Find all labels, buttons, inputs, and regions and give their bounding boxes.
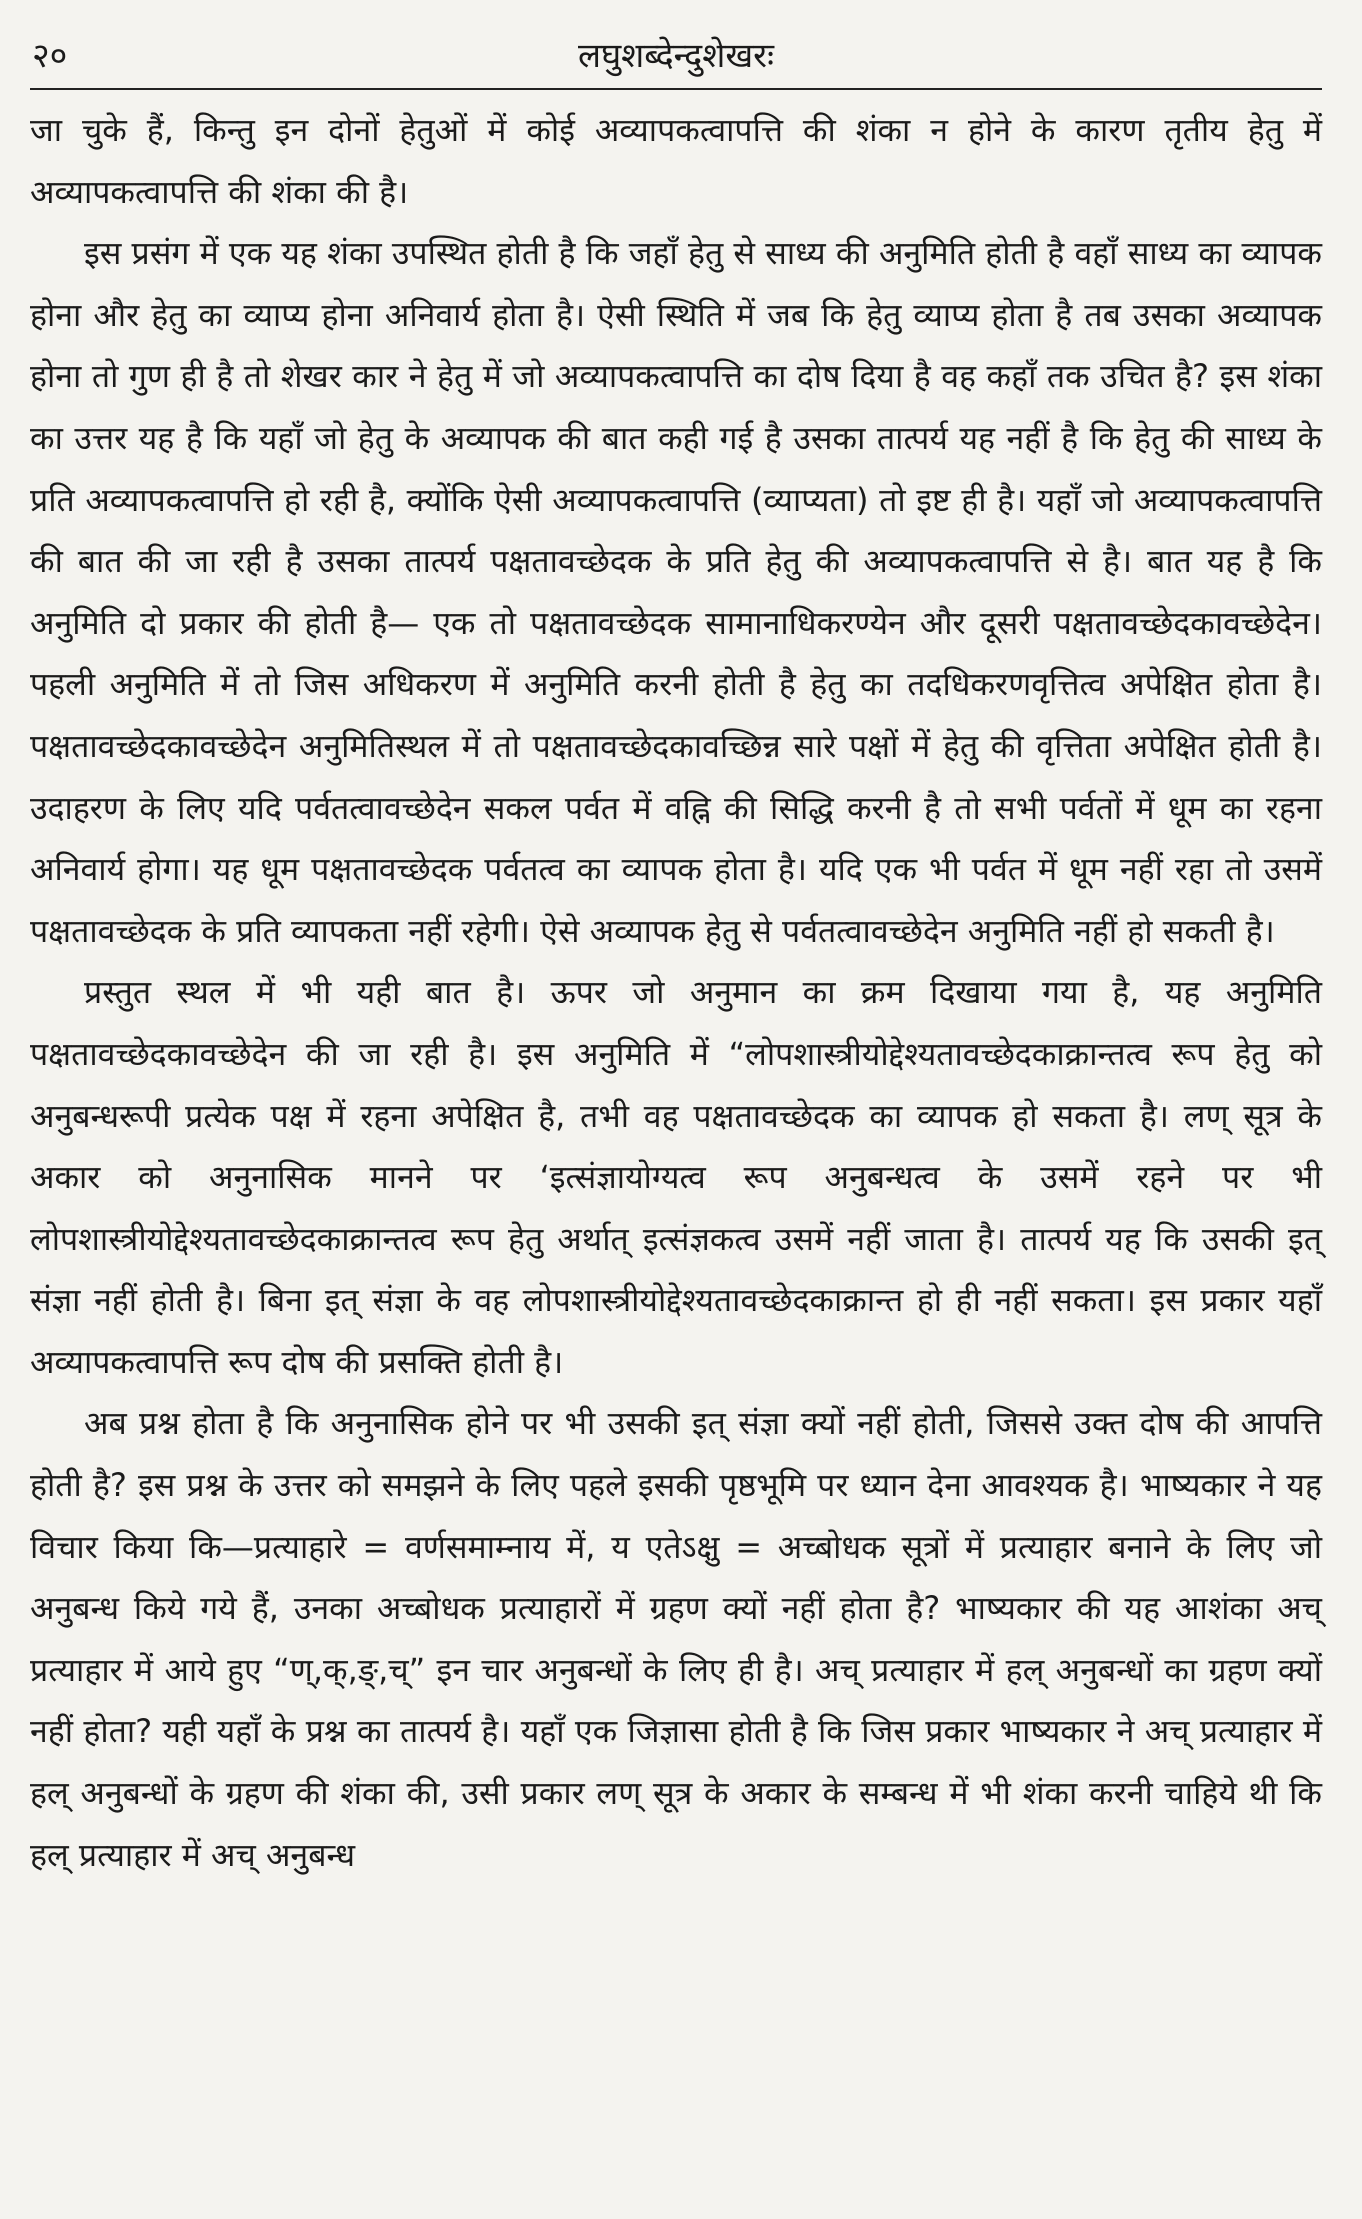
header-rule (30, 88, 1322, 90)
book-title: लघुशब्देन्दुशेखरः (578, 36, 774, 76)
running-head (30, 28, 1322, 84)
body-text (30, 100, 1322, 1886)
paragraph-1: जा चुके हैं, किन्तु इन दोनों हेतुओं में कोई अव्यापकत्वापत्ति की शंका न होने के कारण तृतीय हेतु में अव्यापकत्वापत्ति की शंका की है। (30, 111, 1322, 211)
paragraph-2: इस प्रसंग में एक यह शंका उपस्थित होती है कि जहाँ हेतु से साध्य की अनुमिति होती है वहाँ साध्य का व्यापक होना और हेतु का व्याप्य होना अनिवार्य होता है। ऐसी स्थिति में जब कि हेतु व्याप्य होता है तब उसका अव्यापक होना तो गुण ही है तो शेखर कार ने हेतु में जो अव्यापकत्वापत्ति का दोष दिया है वह कहाँ तक उचित है? इस शंका का उत्तर यह है कि यहाँ जो हेतु के अव्यापक की बात कही गई है उसका तात्पर्य यह नहीं है कि हेतु की साध्य के प्रति अव्यापकत्वापत्ति हो रही है, क्योंकि ऐसी अव्यापकत्वापत्ति (व्याप्यता) तो इष्ट ही है। यहाँ जो अव्यापकत्वापत्ति की बात की जा रही है उसका तात्पर्य पक्षतावच्छेदक के प्रति हेतु की अव्यापकत्वापत्ति से है। बात यह है कि अनुमिति दो प्रकार की होती है— एक तो पक्षतावच्छेदक सामानाधिकरण्येन और दूसरी पक्षतावच्छेदकावच्छेदेन। पहली अनुमिति में तो जिस अधिकरण में अनुमिति करनी होती है हेतु का तदधिकरणवृत्तित्व अपेक्षित होता है। पक्षतावच्छेदकावच्छेदेन अनुमितिस्थल में तो पक्षतावच्छेदकावच्छिन्न सारे पक्षों में हेतु की वृत्तिता अपेक्षित होती है। उदाहरण के लिए यदि पर्वतत्वावच्छेदेन सकल पर्वत में वह्नि की सिद्धि करनी है तो सभी पर्वतों में धूम का रहना अनिवार्य होगा। यह धूम पक्षतावच्छेदक पर्वतत्व का व्यापक होता है। यदि एक भी पर्वत में धूम नहीं रहा तो उसमें पक्षतावच्छेदक के प्रति व्यापकता नहीं रहेगी। ऐसे अव्यापक हेतु से पर्वतत्वावच्छेदेन अनुमिति नहीं हो सकती है। (30, 234, 1322, 950)
page-number: २० (32, 36, 68, 76)
paragraph-4: अब प्रश्न होता है कि अनुनासिक होने पर भी उसकी इत् संज्ञा क्यों नहीं होती, जिससे उक्त दोष की आपत्ति होती है? इस प्रश्न के उत्तर को समझने के लिए पहले इसकी पृष्ठभूमि पर ध्यान देना आवश्यक है। भाष्यकार ने यह विचार किया कि—प्रत्याहारे = वर्णसमाम्नाय में, य एतेऽक्षु = अच्बोधक सूत्रों में प्रत्याहार बनाने के लिए जो अनुबन्ध किये गये हैं, उनका अच्बोधक प्रत्याहारों में ग्रहण क्यों नहीं होता है? भाष्यकार की यह आशंका अच् प्रत्याहार में आये हुए “ण्,क्,ङ्,च्” इन चार अनुबन्धों के लिए ही है। अच् प्रत्याहार में हल् अनुबन्धों का ग्रहण क्यों नहीं होता? यही यहाँ के प्रश्न का तात्पर्य है। यहाँ एक जिज्ञासा होती है कि जिस प्रकार भाष्यकार ने अच् प्रत्याहार में हल् अनुबन्धों के ग्रहण की शंका की, उसी प्रकार लण् सूत्र के अकार के सम्बन्ध में भी शंका करनी चाहिये थी कि हल् प्रत्याहार में अच् अनुबन्ध (30, 1404, 1322, 1874)
paragraph-3: प्रस्तुत स्थल में भी यही बात है। ऊपर जो अनुमान का क्रम दिखाया गया है, यह अनुमिति पक्षतावच्छेदकावच्छेदेन की जा रही है। इस अनुमिति में “लोपशास्त्रीयोद्देश्यतावच्छेदकाक्रान्तत्व रूप हेतु को अनुबन्धरूपी प्रत्येक पक्ष में रहना अपेक्षित है, तभी वह पक्षतावच्छेदक का व्यापक हो सकता है। लण् सूत्र के अकार को अनुनासिक मानने पर ‘इत्संज्ञायोग्यत्व रूप अनुबन्धत्व के उसमें रहने पर भी लोपशास्त्रीयोद्देश्यतावच्छेदकाक्रान्तत्व रूप हेतु अर्थात् इत्संज्ञकत्व उसमें नहीं जाता है। तात्पर्य यह कि उसकी इत् संज्ञा नहीं होती है। बिना इत् संज्ञा के वह लोपशास्त्रीयोद्देश्यतावच्छेदकाक्रान्त हो ही नहीं सकता। इस प्रकार यहाँ अव्यापकत्वापत्ति रूप दोष की प्रसक्ति होती है। (30, 973, 1322, 1381)
